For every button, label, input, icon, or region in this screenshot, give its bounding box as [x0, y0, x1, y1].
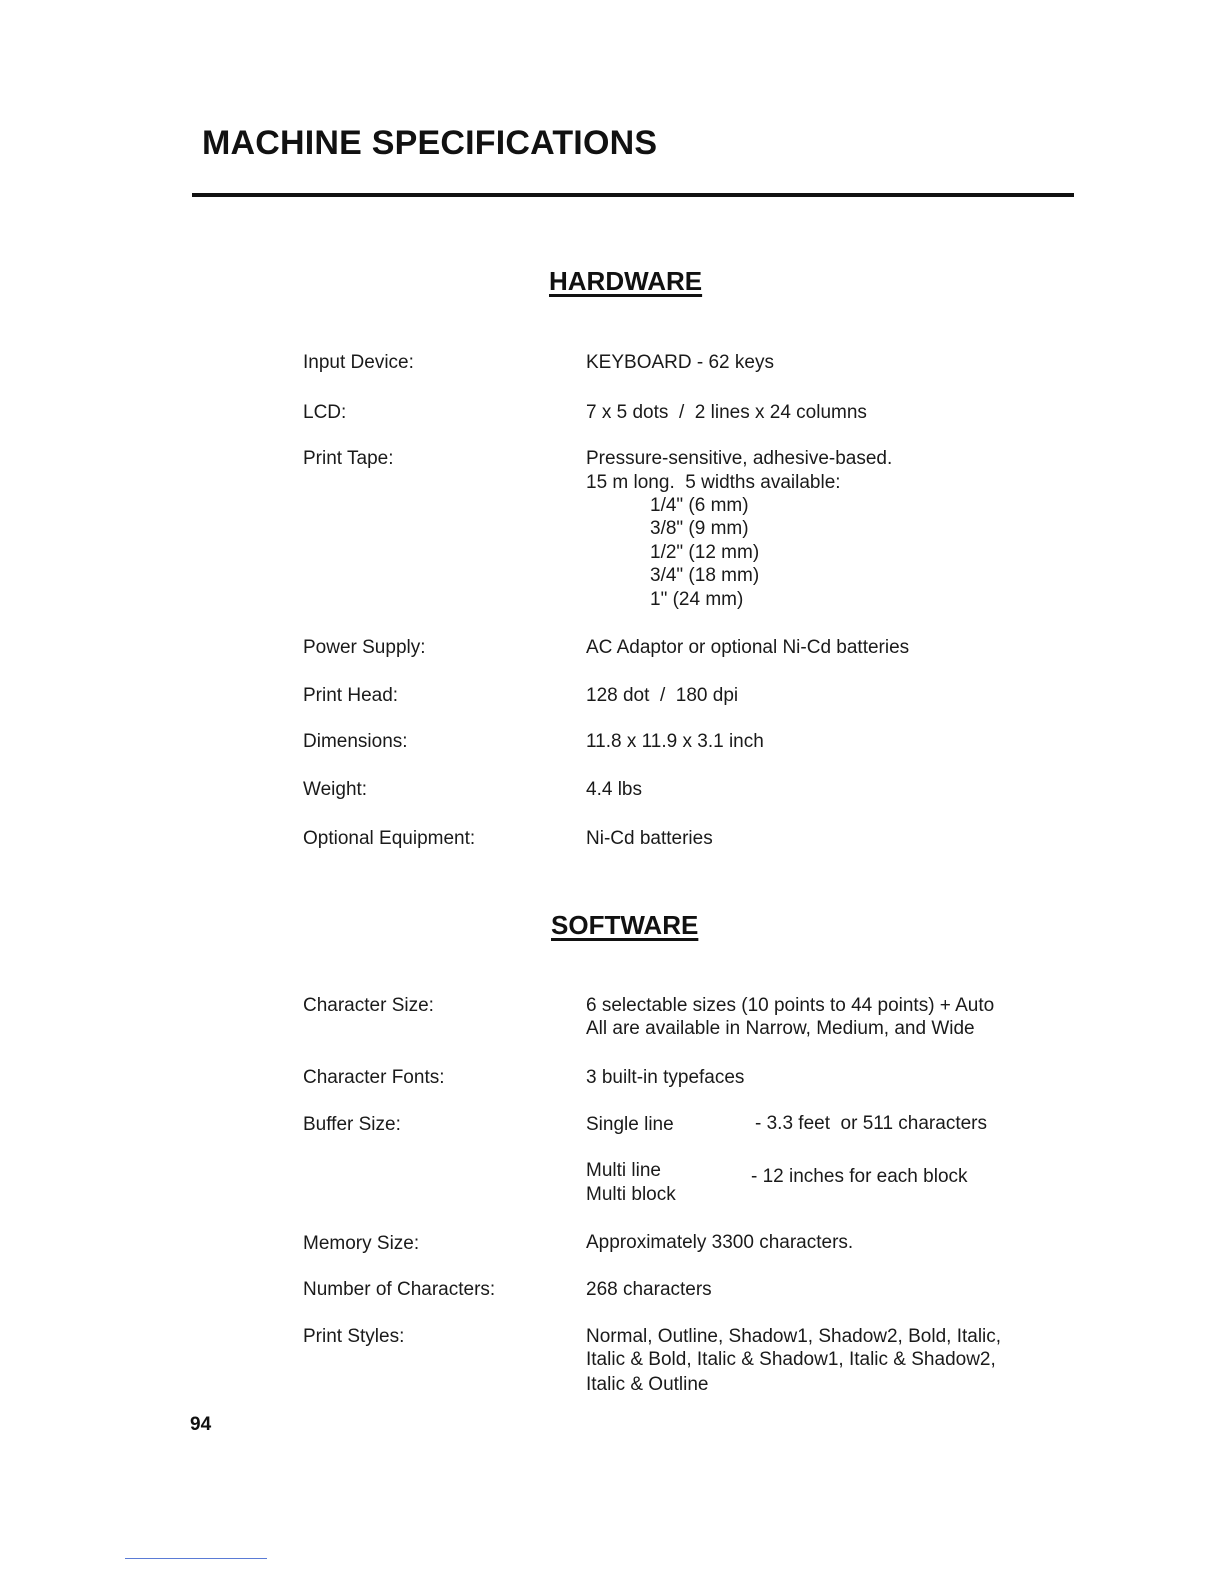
character-fonts-value: 3 built-in typefaces	[586, 1067, 745, 1088]
weight-label: Weight:	[303, 779, 368, 800]
print-tape-line-2: 15 m long. 5 widths available:	[586, 472, 841, 493]
print-tape-line-1: Pressure-sensitive, adhesive-based.	[586, 448, 893, 469]
character-fonts-label: Character Fonts:	[303, 1067, 445, 1088]
software-heading: SOFTWARE	[551, 910, 699, 940]
buffer-single-line-value: - 3.3 feet or 511 characters	[755, 1113, 987, 1134]
power-supply-value: AC Adaptor or optional Ni-Cd batteries	[586, 637, 910, 658]
page-title: MACHINE SPECIFICATIONS	[202, 124, 658, 162]
character-size-line-1: 6 selectable sizes (10 points to 44 points) + Auto	[586, 995, 995, 1016]
print-head-label: Print Head:	[303, 685, 399, 706]
input-device-value: KEYBOARD - 62 keys	[586, 352, 774, 373]
lcd-value: 7 x 5 dots / 2 lines x 24 columns	[586, 402, 867, 423]
lcd-label: LCD:	[303, 402, 347, 423]
buffer-single-line-label: Single line	[586, 1114, 674, 1135]
buffer-multi-line-label: Multi line	[586, 1160, 661, 1181]
optional-equipment-value: Ni-Cd batteries	[586, 828, 713, 849]
character-size-label: Character Size:	[303, 995, 434, 1016]
dimensions-label: Dimensions:	[303, 731, 408, 752]
input-device-label: Input Device:	[303, 352, 414, 373]
character-size-line-2: All are available in Narrow, Medium, and Wide	[586, 1018, 975, 1039]
tape-width-item: 1" (24 mm)	[650, 589, 744, 610]
tape-width-item: 1/2" (12 mm)	[650, 542, 760, 563]
print-head-value: 128 dot / 180 dpi	[586, 685, 739, 706]
buffer-multi-value: - 12 inches for each block	[751, 1166, 968, 1187]
memory-size-value: Approximately 3300 characters.	[586, 1232, 854, 1253]
print-tape-label: Print Tape:	[303, 448, 394, 469]
print-styles-line-1: Normal, Outline, Shadow1, Shadow2, Bold, Italic,	[586, 1326, 1002, 1347]
tape-width-item: 3/4" (18 mm)	[650, 565, 760, 586]
footer-line	[125, 1558, 267, 1559]
tape-width-item: 1/4" (6 mm)	[650, 495, 749, 516]
optional-equipment-label: Optional Equipment:	[303, 828, 476, 849]
dimensions-value: 11.8 x 11.9 x 3.1 inch	[586, 731, 764, 752]
power-supply-label: Power Supply:	[303, 637, 426, 658]
print-styles-label: Print Styles:	[303, 1326, 405, 1347]
hardware-heading: HARDWARE	[549, 266, 703, 296]
number-of-characters-label: Number of Characters:	[303, 1279, 496, 1300]
tape-width-item: 3/8" (9 mm)	[650, 518, 749, 539]
weight-value: 4.4 lbs	[586, 779, 642, 800]
memory-size-label: Memory Size:	[303, 1233, 420, 1254]
title-divider	[192, 193, 1074, 197]
number-of-characters-value: 268 characters	[586, 1279, 712, 1300]
print-styles-line-3: Italic & Outline	[586, 1374, 709, 1395]
page-number: 94	[190, 1414, 212, 1435]
buffer-size-label: Buffer Size:	[303, 1114, 401, 1135]
print-styles-line-2: Italic & Bold, Italic & Shadow1, Italic & Shadow2,	[586, 1349, 996, 1370]
buffer-multi-block-label: Multi block	[586, 1184, 676, 1205]
